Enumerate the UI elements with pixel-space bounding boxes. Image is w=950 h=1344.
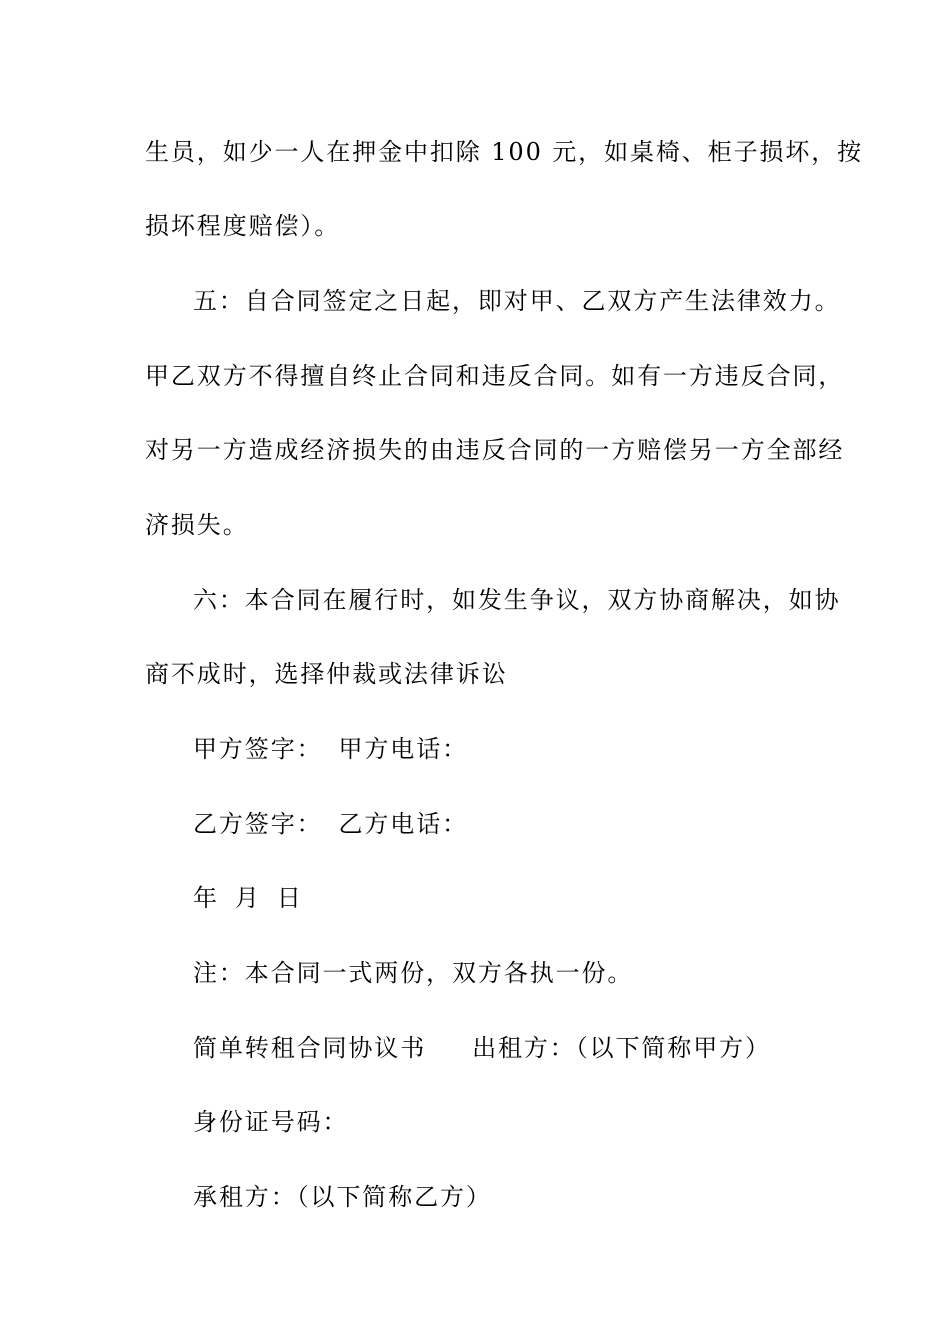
paragraph-line: 对另一方造成经济损失的由违反合同的一方赔偿另一方全部经 xyxy=(145,436,845,464)
date-year: 年 xyxy=(193,884,219,912)
paragraph-line: 生员，如少一人在押金中扣除 100 元，如桌椅、柜子损坏，按 xyxy=(145,138,864,166)
next-contract-title: 简单转租合同协议书 xyxy=(193,1034,427,1062)
party-b-phone-label: 乙方电话： xyxy=(338,810,468,838)
party-b-line xyxy=(193,809,468,839)
lessor-label: 出租方：（以下简称甲方） xyxy=(472,1034,771,1062)
next-contract-heading xyxy=(193,1033,771,1063)
party-a-phone-label: 甲方电话： xyxy=(338,735,468,763)
paragraph-line: 商不成时，选择仲裁或法律诉讼 xyxy=(145,660,508,688)
party-b-signature-label: 乙方签字： xyxy=(193,810,323,838)
paragraph-line: 济损失。 xyxy=(145,511,249,539)
paragraph-line: 甲乙双方不得擅自终止合同和违反合同。如有一方违反合同， xyxy=(145,362,845,390)
date-day: 日 xyxy=(276,884,303,912)
date-month: 月 xyxy=(234,884,261,912)
paragraph-line: 六：本合同在履行时，如发生争议，双方协商解决，如协 xyxy=(193,586,841,614)
party-a-line xyxy=(193,734,468,764)
party-a-signature-label: 甲方签字： xyxy=(193,735,323,763)
note-line: 注：本合同一式两份，双方各执一份。 xyxy=(193,959,634,987)
id-number-label: 身份证号码： xyxy=(193,1108,349,1136)
lessee-label: 承租方：（以下简称乙方） xyxy=(193,1183,492,1211)
date-line xyxy=(193,883,303,913)
paragraph-line: 损坏程度赔偿）。 xyxy=(145,212,341,240)
paragraph-line: 五：自合同签定之日起，即对甲、乙双方产生法律效力。 xyxy=(193,287,841,315)
